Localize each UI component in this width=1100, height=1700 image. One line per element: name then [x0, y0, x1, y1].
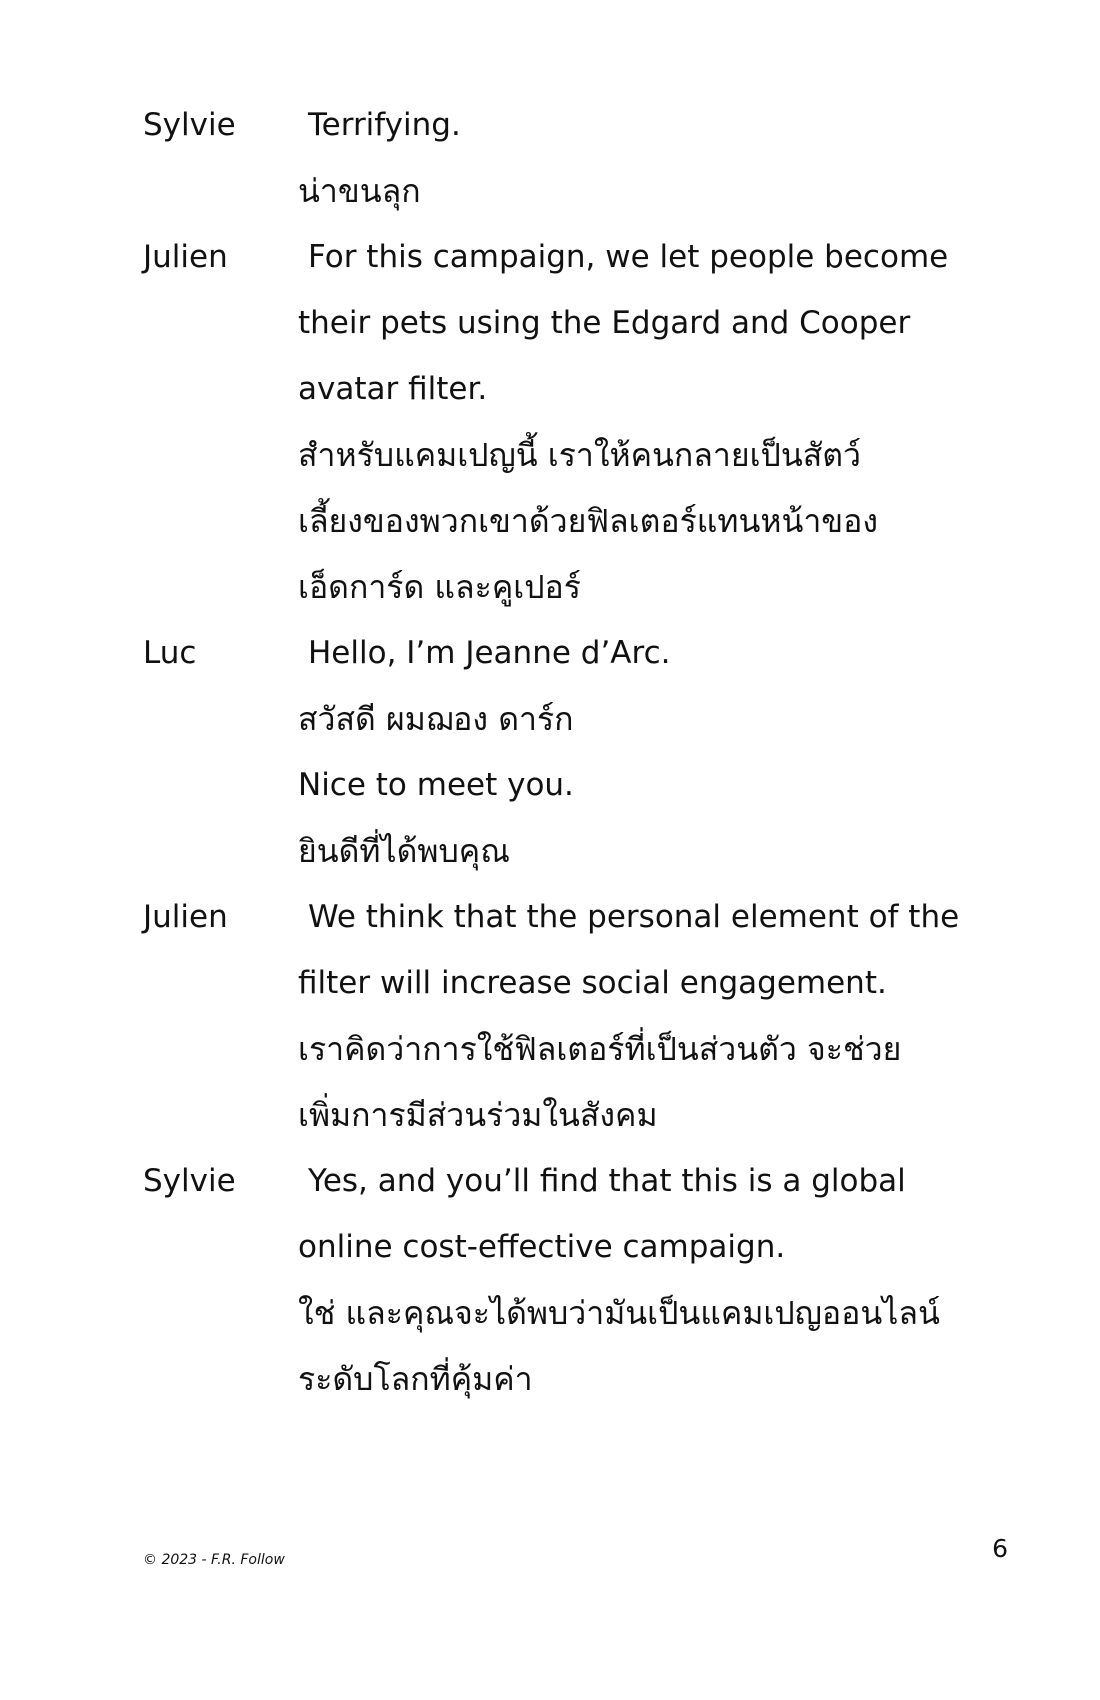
- english-line: Terrifying.: [308, 107, 461, 143]
- dialogue-turn: [143, 224, 1013, 620]
- thai-line: เอ็ดการ์ด และคูเปอร์: [298, 568, 581, 606]
- dialogue-turn: [143, 1148, 1013, 1412]
- speaker-name: Sylvie: [143, 107, 236, 143]
- dialogue-turn: [143, 620, 1013, 884]
- copyright-notice: © 2023 - F.R. Follow: [143, 1552, 285, 1568]
- dialogue-lines: [298, 92, 1013, 224]
- thai-line: ระดับโลกที่คุ้มค่า: [298, 1360, 533, 1398]
- english-line: For this campaign, we let people become: [308, 239, 949, 275]
- english-line: Hello, I’m Jeanne d’Arc.: [308, 635, 671, 671]
- english-line: their pets using the Edgard and Cooper: [298, 305, 911, 341]
- dialogue-lines: [298, 884, 1013, 1148]
- dialogue-lines: [298, 1148, 1013, 1412]
- thai-line: น่าขนลุก: [298, 172, 421, 210]
- english-line: filter will increase social engagement.: [298, 965, 887, 1001]
- thai-line: เลี้ยงของพวกเขาด้วยฟิลเตอร์แทนหน้าของ: [298, 502, 878, 540]
- speaker-name: Julien: [143, 899, 228, 935]
- thai-line: เราคิดว่าการใช้ฟิลเตอร์ที่เป็นส่วนตัว จะช่วย: [298, 1030, 902, 1068]
- dialogue-lines: [298, 224, 1013, 620]
- thai-line: สำหรับแคมเปญนี้ เราให้คนกลายเป็นสัตว์: [298, 436, 861, 474]
- thai-line: สวัสดี ผมฌอง ดาร์ก: [298, 700, 574, 738]
- page-number: 6: [992, 1534, 1008, 1563]
- thai-line: เพิ่มการมีส่วนร่วมในสังคม: [298, 1096, 658, 1134]
- dialogue-script: [143, 92, 1013, 1412]
- thai-line: ยินดีที่ได้พบคุณ: [298, 832, 510, 870]
- english-line: Nice to meet you.: [298, 767, 574, 803]
- thai-line: ใช่ และคุณจะได้พบว่ามันเป็นแคมเปญออนไลน์: [298, 1294, 940, 1332]
- speaker-name: Julien: [143, 239, 228, 275]
- english-line: avatar filter.: [298, 371, 488, 407]
- dialogue-turn: [143, 884, 1013, 1148]
- english-line: Yes, and you’ll find that this is a global: [308, 1163, 906, 1199]
- english-line: online cost-effective campaign.: [298, 1229, 786, 1265]
- dialogue-turn: [143, 92, 1013, 224]
- speaker-name: Sylvie: [143, 1163, 236, 1199]
- dialogue-lines: [298, 620, 1013, 884]
- speaker-name: Luc: [143, 635, 197, 671]
- english-line: We think that the personal element of the: [308, 899, 960, 935]
